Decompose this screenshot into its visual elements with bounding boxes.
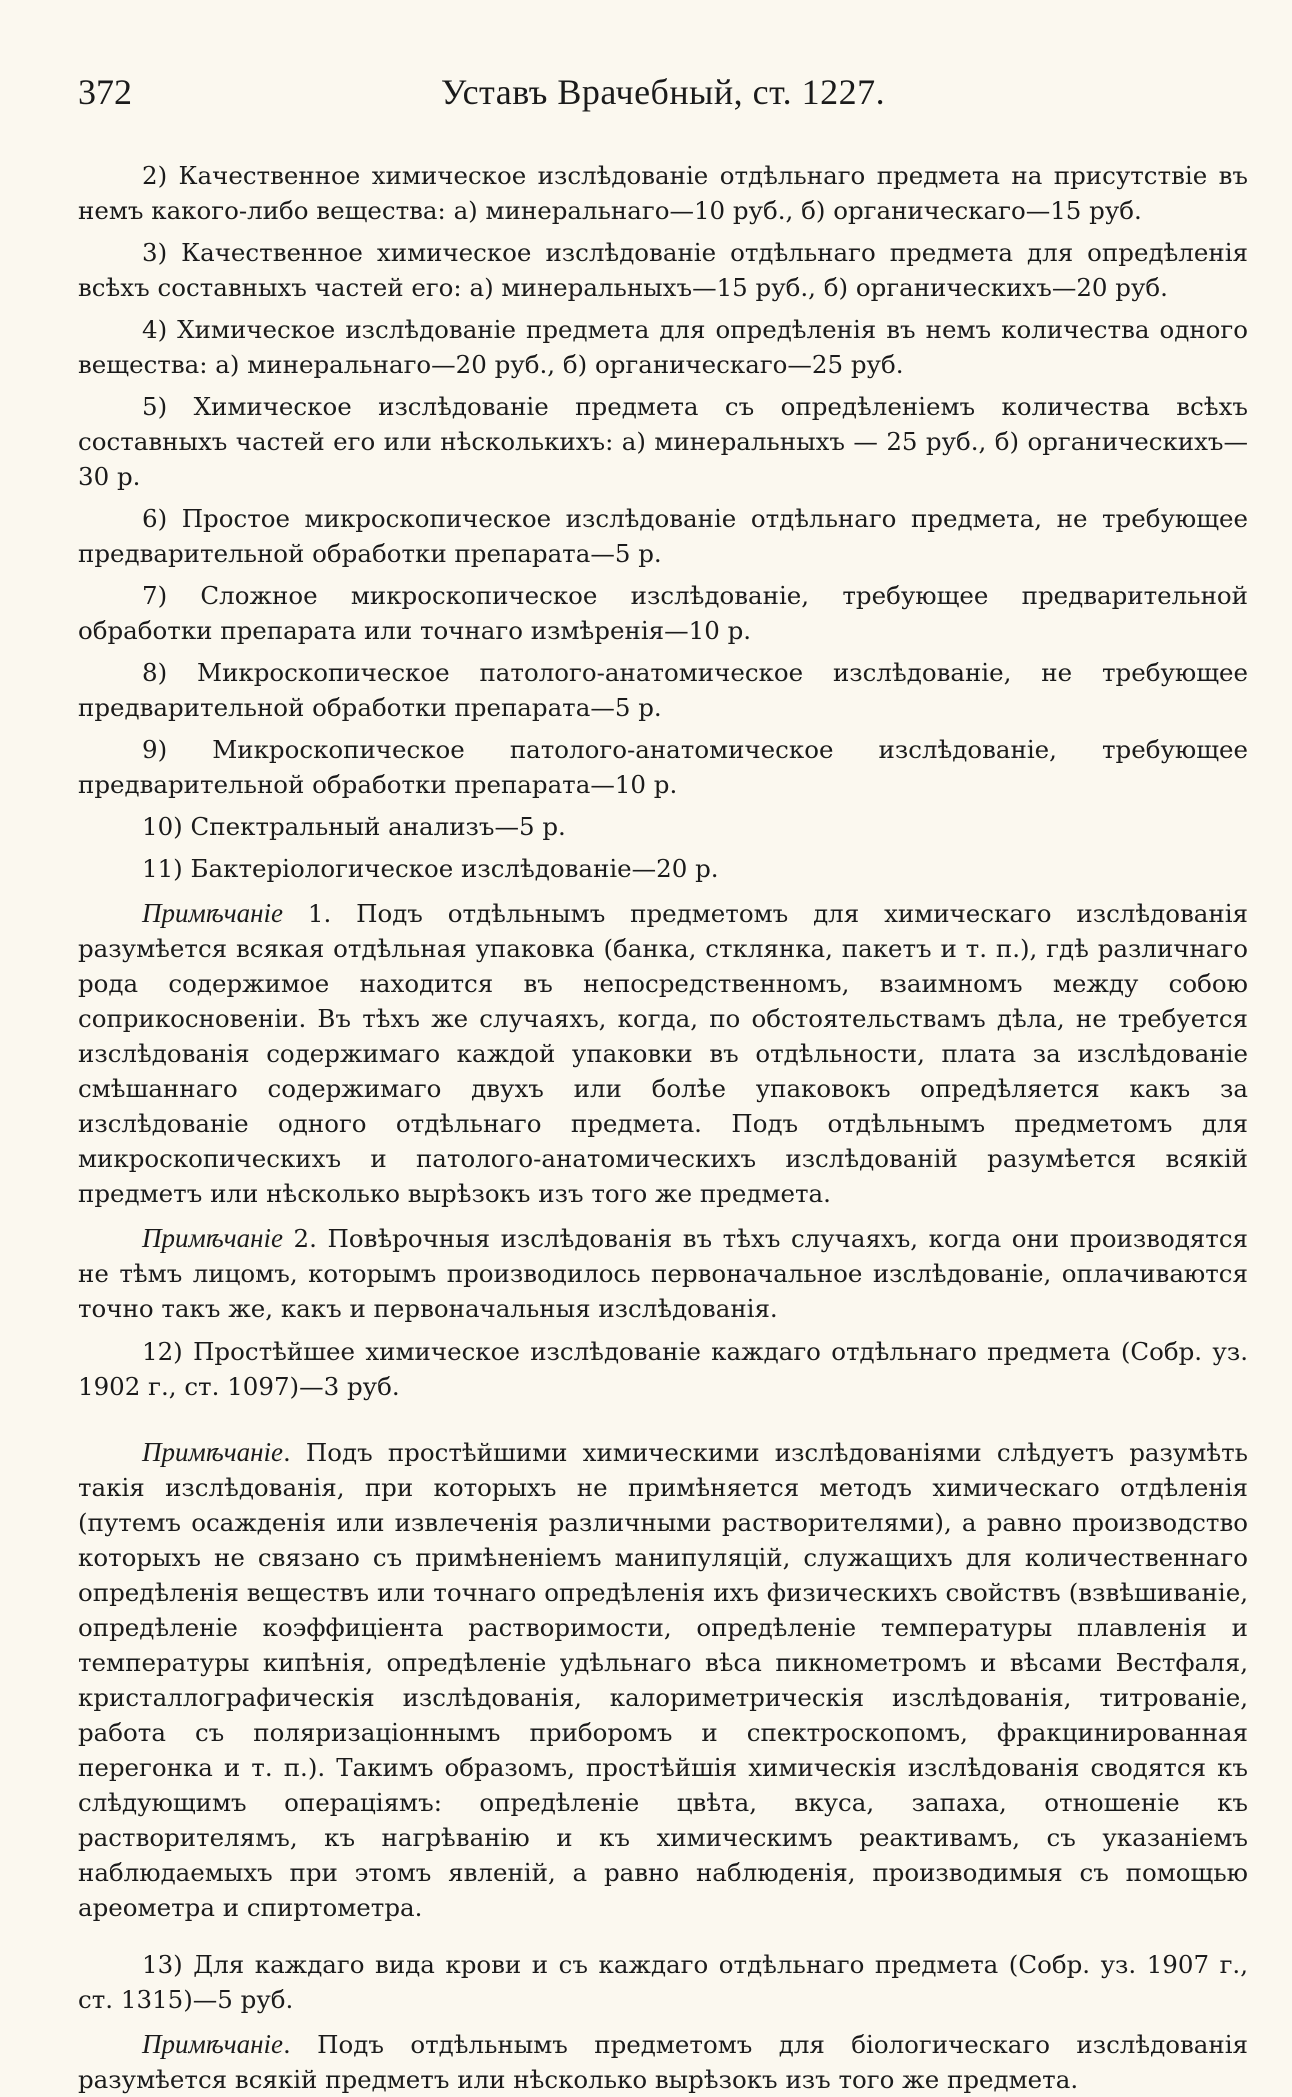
note-paragraph (78, 1435, 1248, 1925)
paragraph: 3) Качественное химическое изслѣдованіе отдѣльнаго предмета для опредѣленія всѣхъ составныхъ частей его: а) минеральныхъ—15 руб., б) органическихъ—20 руб. (78, 238, 1248, 302)
paragraph: 11) Бактеріологическое изслѣдованіе—20 р. (142, 854, 719, 883)
paragraph: 6) Простое микроскопическое изслѣдованіе отдѣльнаго предмета, не требующее предварительной обработки препарата—5 р. (78, 504, 1248, 568)
page-header (78, 64, 1248, 120)
note-label: Примѣчаніе (142, 1223, 283, 1253)
paragraph: 13) Для каждаго вида крови и съ каждаго отдѣльнаго предмета (Собр. уз. 1907 г., ст. 1315)—5 руб. (78, 1950, 1248, 2014)
note-label: Примѣчаніе (142, 2029, 283, 2059)
paragraph: 8) Микроскопическое патолого-анатомическое изслѣдованіе, не требующее предварительной обработки препарата—5 р. (78, 658, 1248, 722)
note-label: Примѣчаніе (142, 898, 283, 928)
note-paragraph (78, 896, 1248, 1211)
note-text: . Подъ простѣйшими химическими изслѣдованіями слѣдуетъ разумѣть такія изслѣдованія, при которыхъ не примѣняется методъ химическаго отдѣленія (путемъ осажденія или извлеченія различными растворителями), а равно производство которыхъ не связано съ примѣненіемъ манипуляцій, служащихъ для количественнаго опредѣленія веществъ или точнаго опредѣленія ихъ физическихъ свойствъ (взвѣшиваніе, опредѣленіе коэффиціента растворимости, опредѣленіе температуры плавленія и температуры кипѣнія, опредѣленіе удѣльнаго вѣса пикнометромъ и вѣсами Вестфаля, кристаллографическія изслѣдованія, калориметрическія изслѣдованія, титрованіе, работа съ поляризаціоннымъ приборомъ и спектроскопомъ, фракцинированная перегонка и т. п.). Такимъ образомъ, простѣйшія химическія изслѣдованія сводятся къ слѣдующимъ операціямъ: опредѣленіе цвѣта, вкуса, запаха, отношеніе къ растворителямъ, къ нагрѣванію и къ химическимъ реактивамъ, съ указаніемъ наблюдаемыхъ при этомъ явленій, а равно наблюденія, производимыя съ помощью ареометра и спиртометра. (78, 1438, 1248, 1922)
paragraph: 9) Микроскопическое патолого-анатомическое изслѣдованіе, требующее предварительной обработки препарата—10 р. (78, 735, 1248, 799)
paragraph: 7) Сложное микроскопическое изслѣдованіе, требующее предварительной обработки препарата или точнаго измѣренія—10 р. (78, 581, 1248, 645)
document-body (78, 158, 1248, 2097)
paragraph: 4) Химическое изслѣдованіе предмета для опредѣленія въ немъ количества одного вещества: а) минеральнаго—20 руб., б) органическаго—25 руб. (78, 315, 1248, 379)
paragraph: 12) Простѣйшее химическое изслѣдованіе каждаго отдѣльнаго предмета (Собр. уз. 1902 г., ст. 1097)—3 руб. (78, 1337, 1248, 1401)
running-title: Уставъ Врачебный, ст. 1227. (440, 72, 886, 112)
note-paragraph (78, 2027, 1248, 2097)
spacer (78, 1933, 1248, 1947)
paragraph: 2) Качественное химическое изслѣдованіе отдѣльнаго предмета на присутствіе въ немъ какого-либо вещества: а) минеральнаго—10 руб., б) органическаго—15 руб. (78, 161, 1248, 225)
note-text: . Подъ отдѣльнымъ предметомъ для біологическаго изслѣдованія разумѣется всякій предметъ или нѣсколько вырѣзокъ изъ того же предмета. (78, 2030, 1248, 2094)
document-page (78, 64, 1248, 2094)
note-text: 1. Подъ отдѣльнымъ предметомъ для химическаго изслѣдованія разумѣется всякая отдѣльная упаковка (банка, стклянка, пакетъ и т. п.), гдѣ различнаго рода содержимое находится въ непосредственномъ, взаимномъ между собою соприкосновеніи. Въ тѣхъ же случаяхъ, когда, по обстоятельствамъ дѣла, не требуется изслѣдованія содержимаго каждой упаковки въ отдѣльности, плата за изслѣдованіе смѣшаннаго содержимаго двухъ или болѣе упаковокъ опредѣляется какъ за изслѣдованіе одного отдѣльнаго предмета. Подъ отдѣльнымъ предметомъ для микроскопическихъ и патолого-анатомическихъ изслѣдованій разумѣется всякій предметъ или нѣсколько вырѣзокъ изъ того же предмета. (78, 899, 1248, 1208)
page-number: 372 (78, 72, 132, 112)
paragraph: 5) Химическое изслѣдованіе предмета съ опредѣленіемъ количества всѣхъ составныхъ частей его или нѣсколькихъ: а) минеральныхъ — 25 руб., б) органическихъ—30 р. (78, 392, 1248, 491)
note-paragraph (78, 1221, 1248, 1326)
paragraph: 10) Спектральный анализъ—5 р. (142, 812, 566, 841)
note-text: 2. Повѣрочныя изслѣдованія въ тѣхъ случаяхъ, когда они производятся не тѣмъ лицомъ, которымъ производилось первоначальное изслѣдованіе, оплачиваются точно такъ же, какъ и первоначальныя изслѣдованія. (78, 1224, 1248, 1323)
spacer (78, 1411, 1248, 1425)
note-label: Примѣчаніе (142, 1437, 283, 1467)
